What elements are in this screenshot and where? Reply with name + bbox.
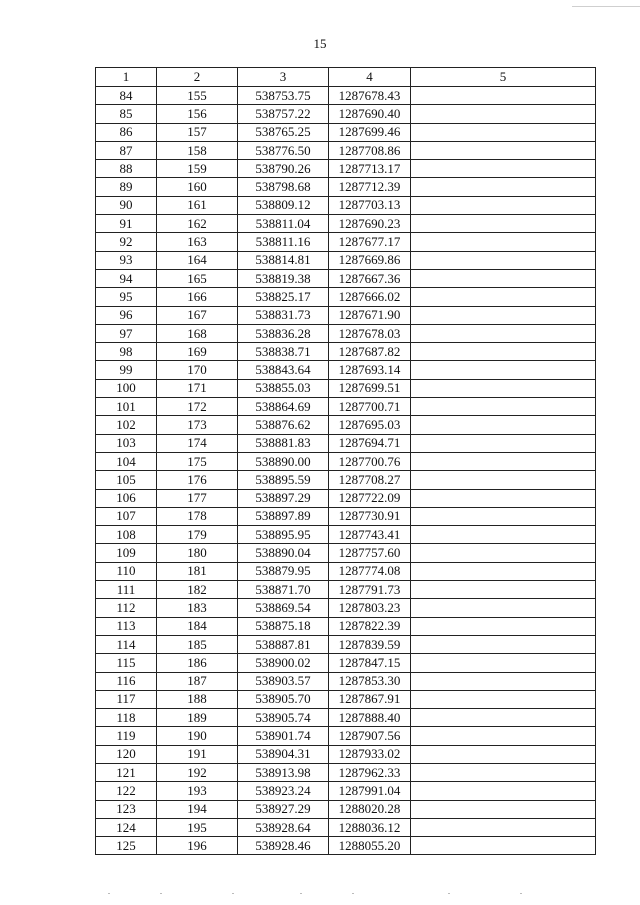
table-cell bbox=[411, 324, 596, 342]
table-cell bbox=[411, 782, 596, 800]
table-cell: 99 bbox=[96, 361, 157, 379]
table-cell: 538876.62 bbox=[238, 416, 329, 434]
table-cell: 91 bbox=[96, 215, 157, 233]
table-cell: 1287991.04 bbox=[329, 782, 411, 800]
table-cell: 103 bbox=[96, 434, 157, 452]
table-cell bbox=[411, 617, 596, 635]
table-cell: 119 bbox=[96, 727, 157, 745]
table-cell: 538923.24 bbox=[238, 782, 329, 800]
table-cell: 1287822.39 bbox=[329, 617, 411, 635]
table-cell bbox=[411, 233, 596, 251]
table-cell: 184 bbox=[157, 617, 238, 635]
table-cell: 86 bbox=[96, 123, 157, 141]
table-row bbox=[96, 141, 596, 159]
table-cell: 538927.29 bbox=[238, 800, 329, 818]
table-cell: 192 bbox=[157, 763, 238, 781]
table-cell: 190 bbox=[157, 727, 238, 745]
table-cell: 179 bbox=[157, 526, 238, 544]
table-cell: 1287699.51 bbox=[329, 379, 411, 397]
table-row bbox=[96, 562, 596, 580]
table-cell: 183 bbox=[157, 599, 238, 617]
table-cell: 97 bbox=[96, 324, 157, 342]
table-cell: 1287708.27 bbox=[329, 471, 411, 489]
table-cell: 538825.17 bbox=[238, 288, 329, 306]
table-row bbox=[96, 215, 596, 233]
table-cell: 1287907.56 bbox=[329, 727, 411, 745]
table-row bbox=[96, 690, 596, 708]
table-cell: 118 bbox=[96, 709, 157, 727]
table-cell: 1287933.02 bbox=[329, 745, 411, 763]
table-cell: 538871.70 bbox=[238, 581, 329, 599]
table-cell: 94 bbox=[96, 269, 157, 287]
table-cell: 122 bbox=[96, 782, 157, 800]
table-cell: 109 bbox=[96, 544, 157, 562]
table-cell: 166 bbox=[157, 288, 238, 306]
table-cell: 116 bbox=[96, 672, 157, 690]
table-cell bbox=[411, 141, 596, 159]
table-cell: 1287703.13 bbox=[329, 196, 411, 214]
table-cell: 1287867.91 bbox=[329, 690, 411, 708]
column-header: 5 bbox=[411, 68, 596, 87]
table-cell: 538895.59 bbox=[238, 471, 329, 489]
column-header: 2 bbox=[157, 68, 238, 87]
table-cell: 1287677.17 bbox=[329, 233, 411, 251]
table-cell: 1287687.82 bbox=[329, 343, 411, 361]
table-row bbox=[96, 654, 596, 672]
table-row bbox=[96, 324, 596, 342]
table-cell: 538881.83 bbox=[238, 434, 329, 452]
table-cell: 105 bbox=[96, 471, 157, 489]
table-cell: 107 bbox=[96, 507, 157, 525]
table-row bbox=[96, 452, 596, 470]
table-cell: 1287666.02 bbox=[329, 288, 411, 306]
table-cell: 193 bbox=[157, 782, 238, 800]
table-cell: 1287694.71 bbox=[329, 434, 411, 452]
table-cell: 538757.22 bbox=[238, 105, 329, 123]
table-cell bbox=[411, 379, 596, 397]
table-cell: 196 bbox=[157, 837, 238, 855]
table-cell: 538843.64 bbox=[238, 361, 329, 379]
table-cell: 538890.04 bbox=[238, 544, 329, 562]
table-row bbox=[96, 416, 596, 434]
table-cell: 538765.25 bbox=[238, 123, 329, 141]
table-row bbox=[96, 343, 596, 361]
table-cell: 538811.16 bbox=[238, 233, 329, 251]
table-row bbox=[96, 489, 596, 507]
table-cell: 188 bbox=[157, 690, 238, 708]
table-row bbox=[96, 306, 596, 324]
table-cell: 102 bbox=[96, 416, 157, 434]
table-cell: 538869.54 bbox=[238, 599, 329, 617]
table-cell: 538875.18 bbox=[238, 617, 329, 635]
table-cell bbox=[411, 763, 596, 781]
column-header: 4 bbox=[329, 68, 411, 87]
table-cell: 1287669.86 bbox=[329, 251, 411, 269]
table-cell: 114 bbox=[96, 635, 157, 653]
table-cell: 189 bbox=[157, 709, 238, 727]
table-cell: 180 bbox=[157, 544, 238, 562]
table-cell: 1287708.86 bbox=[329, 141, 411, 159]
table-cell: 164 bbox=[157, 251, 238, 269]
table-cell bbox=[411, 635, 596, 653]
table-row bbox=[96, 361, 596, 379]
table-row bbox=[96, 672, 596, 690]
table-cell bbox=[411, 672, 596, 690]
table-cell: 538928.64 bbox=[238, 818, 329, 836]
table-row bbox=[96, 599, 596, 617]
table-cell: 1287695.03 bbox=[329, 416, 411, 434]
table-cell: 84 bbox=[96, 87, 157, 105]
table-cell bbox=[411, 343, 596, 361]
table-cell: 538836.28 bbox=[238, 324, 329, 342]
table-cell: 88 bbox=[96, 160, 157, 178]
table-cell bbox=[411, 818, 596, 836]
table-cell bbox=[411, 800, 596, 818]
table-cell: 87 bbox=[96, 141, 157, 159]
table-cell: 167 bbox=[157, 306, 238, 324]
table-cell: 115 bbox=[96, 654, 157, 672]
table-cell: 195 bbox=[157, 818, 238, 836]
table-cell: 1287678.03 bbox=[329, 324, 411, 342]
table-cell: 1287853.30 bbox=[329, 672, 411, 690]
table-row bbox=[96, 434, 596, 452]
table-cell: 1287722.09 bbox=[329, 489, 411, 507]
table-cell bbox=[411, 434, 596, 452]
table-cell: 123 bbox=[96, 800, 157, 818]
table-cell: 1287693.14 bbox=[329, 361, 411, 379]
table-cell bbox=[411, 105, 596, 123]
table-cell: 538879.95 bbox=[238, 562, 329, 580]
table-cell: 162 bbox=[157, 215, 238, 233]
table-row bbox=[96, 709, 596, 727]
table-cell bbox=[411, 581, 596, 599]
table-cell: 1288020.28 bbox=[329, 800, 411, 818]
table-cell: 538890.00 bbox=[238, 452, 329, 470]
table-cell: 538887.81 bbox=[238, 635, 329, 653]
table-cell: 538838.71 bbox=[238, 343, 329, 361]
table-cell: 538798.68 bbox=[238, 178, 329, 196]
table-cell: 113 bbox=[96, 617, 157, 635]
table-cell: 538903.57 bbox=[238, 672, 329, 690]
table-cell bbox=[411, 251, 596, 269]
table-cell: 172 bbox=[157, 398, 238, 416]
table-cell: 1287757.60 bbox=[329, 544, 411, 562]
table-cell: 168 bbox=[157, 324, 238, 342]
table-cell bbox=[411, 709, 596, 727]
table-cell: 191 bbox=[157, 745, 238, 763]
bottom-scan-marks bbox=[0, 893, 640, 897]
table-cell: 98 bbox=[96, 343, 157, 361]
table-cell: 538905.70 bbox=[238, 690, 329, 708]
table-row bbox=[96, 617, 596, 635]
table-cell bbox=[411, 452, 596, 470]
table-cell bbox=[411, 196, 596, 214]
table-cell bbox=[411, 727, 596, 745]
table-cell: 100 bbox=[96, 379, 157, 397]
table-cell bbox=[411, 544, 596, 562]
table-cell: 1288055.20 bbox=[329, 837, 411, 855]
table-cell: 538814.81 bbox=[238, 251, 329, 269]
table-cell: 538897.29 bbox=[238, 489, 329, 507]
table-cell bbox=[411, 288, 596, 306]
table-row bbox=[96, 526, 596, 544]
table-cell: 108 bbox=[96, 526, 157, 544]
table-cell: 1287774.08 bbox=[329, 562, 411, 580]
table-cell bbox=[411, 599, 596, 617]
table-cell: 177 bbox=[157, 489, 238, 507]
table-cell: 1288036.12 bbox=[329, 818, 411, 836]
table-cell: 538864.69 bbox=[238, 398, 329, 416]
table-row bbox=[96, 507, 596, 525]
table-row bbox=[96, 818, 596, 836]
table-body bbox=[96, 87, 596, 855]
table-row bbox=[96, 288, 596, 306]
table-cell: 1287690.40 bbox=[329, 105, 411, 123]
table-cell: 1287888.40 bbox=[329, 709, 411, 727]
table-cell bbox=[411, 416, 596, 434]
table-cell: 93 bbox=[96, 251, 157, 269]
column-header: 3 bbox=[238, 68, 329, 87]
table-cell bbox=[411, 178, 596, 196]
table-cell: 121 bbox=[96, 763, 157, 781]
table-cell: 1287678.43 bbox=[329, 87, 411, 105]
table-cell: 176 bbox=[157, 471, 238, 489]
table-cell: 538913.98 bbox=[238, 763, 329, 781]
table-cell bbox=[411, 562, 596, 580]
table-cell: 125 bbox=[96, 837, 157, 855]
table-row bbox=[96, 544, 596, 562]
table-cell: 1287700.76 bbox=[329, 452, 411, 470]
table-cell bbox=[411, 123, 596, 141]
table-cell bbox=[411, 361, 596, 379]
table-row bbox=[96, 763, 596, 781]
table-cell: 538928.46 bbox=[238, 837, 329, 855]
table-cell: 538901.74 bbox=[238, 727, 329, 745]
table-cell bbox=[411, 269, 596, 287]
table-cell: 186 bbox=[157, 654, 238, 672]
table-cell: 89 bbox=[96, 178, 157, 196]
table-cell: 106 bbox=[96, 489, 157, 507]
table-header-row bbox=[96, 68, 596, 87]
table-row bbox=[96, 581, 596, 599]
table-cell: 158 bbox=[157, 141, 238, 159]
table-cell: 92 bbox=[96, 233, 157, 251]
table-cell: 538905.74 bbox=[238, 709, 329, 727]
table-row bbox=[96, 837, 596, 855]
table-cell: 538855.03 bbox=[238, 379, 329, 397]
table-row bbox=[96, 471, 596, 489]
table-cell bbox=[411, 745, 596, 763]
table-cell: 96 bbox=[96, 306, 157, 324]
table-row bbox=[96, 178, 596, 196]
table-row bbox=[96, 745, 596, 763]
table-cell: 538811.04 bbox=[238, 215, 329, 233]
page-number: 15 bbox=[313, 36, 327, 51]
table-cell: 187 bbox=[157, 672, 238, 690]
table-cell bbox=[411, 654, 596, 672]
table-cell: 1287791.73 bbox=[329, 581, 411, 599]
table-row bbox=[96, 727, 596, 745]
table-row bbox=[96, 87, 596, 105]
table-cell: 538776.50 bbox=[238, 141, 329, 159]
table-cell: 155 bbox=[157, 87, 238, 105]
table-row bbox=[96, 782, 596, 800]
table-cell: 1287713.17 bbox=[329, 160, 411, 178]
table-cell: 181 bbox=[157, 562, 238, 580]
table-cell: 538831.73 bbox=[238, 306, 329, 324]
table-cell: 538897.89 bbox=[238, 507, 329, 525]
table-cell: 160 bbox=[157, 178, 238, 196]
table-cell: 1287712.39 bbox=[329, 178, 411, 196]
table-cell bbox=[411, 489, 596, 507]
table-cell: 1287847.15 bbox=[329, 654, 411, 672]
table-cell: 159 bbox=[157, 160, 238, 178]
table-cell: 85 bbox=[96, 105, 157, 123]
table-row bbox=[96, 379, 596, 397]
table-cell: 538904.31 bbox=[238, 745, 329, 763]
table-row bbox=[96, 233, 596, 251]
table-cell: 173 bbox=[157, 416, 238, 434]
table-row bbox=[96, 196, 596, 214]
table-cell: 112 bbox=[96, 599, 157, 617]
table-cell bbox=[411, 526, 596, 544]
table-cell: 1287699.46 bbox=[329, 123, 411, 141]
table-cell: 538819.38 bbox=[238, 269, 329, 287]
table-cell bbox=[411, 160, 596, 178]
table-cell: 178 bbox=[157, 507, 238, 525]
table-cell: 174 bbox=[157, 434, 238, 452]
table-cell: 1287962.33 bbox=[329, 763, 411, 781]
table-cell: 1287667.36 bbox=[329, 269, 411, 287]
table-cell: 104 bbox=[96, 452, 157, 470]
table-cell: 538900.02 bbox=[238, 654, 329, 672]
table-cell: 171 bbox=[157, 379, 238, 397]
table-cell: 110 bbox=[96, 562, 157, 580]
table-cell: 538809.12 bbox=[238, 196, 329, 214]
table-cell: 538895.95 bbox=[238, 526, 329, 544]
table-cell: 163 bbox=[157, 233, 238, 251]
table-cell: 1287743.41 bbox=[329, 526, 411, 544]
table-cell bbox=[411, 837, 596, 855]
table-row bbox=[96, 251, 596, 269]
table-cell: 120 bbox=[96, 745, 157, 763]
table-row bbox=[96, 269, 596, 287]
top-edge-rule bbox=[572, 6, 640, 7]
table-row bbox=[96, 398, 596, 416]
table-cell: 185 bbox=[157, 635, 238, 653]
table-cell bbox=[411, 87, 596, 105]
table-cell: 1287803.23 bbox=[329, 599, 411, 617]
table-cell: 90 bbox=[96, 196, 157, 214]
table-cell bbox=[411, 690, 596, 708]
table-cell: 538753.75 bbox=[238, 87, 329, 105]
table-cell bbox=[411, 306, 596, 324]
table-cell: 1287700.71 bbox=[329, 398, 411, 416]
table-cell: 101 bbox=[96, 398, 157, 416]
table-cell: 95 bbox=[96, 288, 157, 306]
column-header: 1 bbox=[96, 68, 157, 87]
table-cell: 1287671.90 bbox=[329, 306, 411, 324]
table-cell: 170 bbox=[157, 361, 238, 379]
table-cell: 169 bbox=[157, 343, 238, 361]
table-cell: 538790.26 bbox=[238, 160, 329, 178]
table-row bbox=[96, 160, 596, 178]
table-cell bbox=[411, 215, 596, 233]
table-cell: 124 bbox=[96, 818, 157, 836]
table-cell bbox=[411, 471, 596, 489]
table-cell bbox=[411, 398, 596, 416]
table-cell: 161 bbox=[157, 196, 238, 214]
table-cell: 156 bbox=[157, 105, 238, 123]
table-cell: 1287839.59 bbox=[329, 635, 411, 653]
table-cell: 194 bbox=[157, 800, 238, 818]
table-row bbox=[96, 635, 596, 653]
table-cell: 182 bbox=[157, 581, 238, 599]
table-cell: 157 bbox=[157, 123, 238, 141]
table-cell: 1287690.23 bbox=[329, 215, 411, 233]
table-cell: 1287730.91 bbox=[329, 507, 411, 525]
table-cell bbox=[411, 507, 596, 525]
coordinates-table bbox=[95, 67, 596, 855]
table-cell: 117 bbox=[96, 690, 157, 708]
table-row bbox=[96, 105, 596, 123]
table-cell: 111 bbox=[96, 581, 157, 599]
table-row bbox=[96, 800, 596, 818]
table-cell: 175 bbox=[157, 452, 238, 470]
table-cell: 165 bbox=[157, 269, 238, 287]
table-row bbox=[96, 123, 596, 141]
